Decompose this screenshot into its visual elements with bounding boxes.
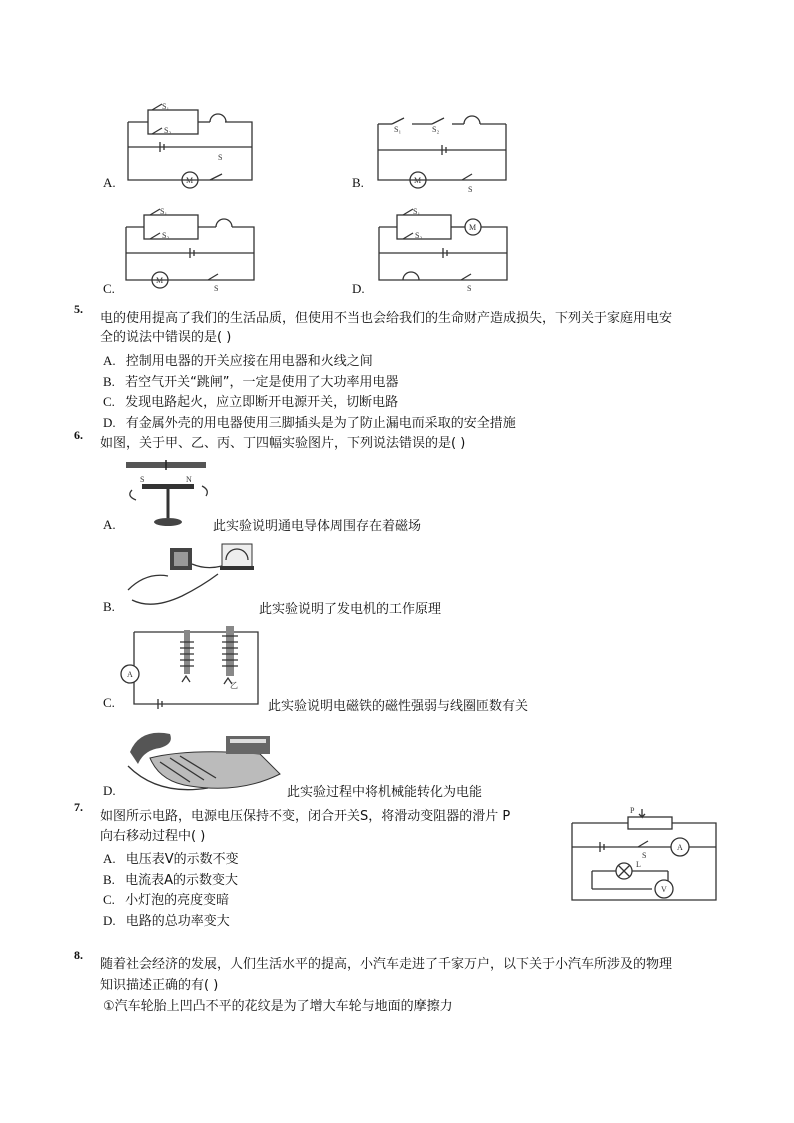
q5-option-b-label: B. (103, 374, 115, 389)
svg-text:S: S (467, 284, 472, 293)
svg-text:M: M (414, 176, 422, 185)
q7-number: 7. (74, 800, 83, 814)
svg-text:S: S (218, 153, 223, 162)
q5-stem-line2: 全的说法中错误的是( ) (100, 330, 232, 345)
q7-option-b[interactable] (103, 869, 238, 888)
q6-option-a-text: 此实验说明通电导体周围存在着磁场 (213, 519, 422, 534)
svg-text:S₂: S₂ (162, 231, 170, 240)
svg-text:A: A (127, 670, 133, 679)
q7-option-c-label: C. (103, 892, 115, 907)
q4-option-c-label: C. (103, 281, 115, 296)
q4-circuit-c-diagram (120, 205, 260, 293)
q7-option-b-text: 电流表A的示数变大 (125, 873, 238, 888)
q5-option-b-text: 若空气开关“跳闸”，一定是使用了大功率用电器 (125, 375, 399, 390)
q8-stem-line1: 随着社会经济的发展，人们生活水平的提高，小汽车走进了千家万户，以下关于小汽车所涉及的物理 (100, 957, 673, 972)
svg-text:S₁: S₁ (394, 125, 402, 134)
q6-option-c-text: 此实验说明电磁铁的磁性强弱与线圈匝数有关 (268, 699, 529, 714)
q5-option-c-label: C. (103, 394, 115, 409)
q4-option-d-label: D. (352, 281, 365, 296)
q5-option-d-text: 有金属外壳的用电器使用三脚插头是为了防止漏电而采取的安全措施 (125, 416, 516, 431)
svg-text:S₁: S₁ (413, 207, 421, 216)
q7-option-c[interactable] (103, 889, 229, 908)
q7-circuit-diagram (568, 805, 720, 905)
q7-option-d-label: D. (103, 913, 116, 928)
svg-text:S₂: S₂ (415, 231, 423, 240)
q5-option-a[interactable] (103, 350, 373, 369)
q5-number: 5. (74, 302, 83, 316)
q5-option-a-label: A. (103, 353, 116, 368)
q5-option-b[interactable] (103, 371, 399, 390)
svg-text:S₂: S₂ (164, 126, 172, 135)
svg-text:S: S (642, 851, 647, 860)
q4-circuit-b-diagram (372, 108, 512, 194)
q6-stem: 如图，关于甲、乙、丙、丁四幅实验图片，下列说法错误的是( ) (100, 436, 466, 451)
q7-option-a-text: 电压表V的示数不变 (125, 852, 239, 867)
q6-option-b-label: B. (103, 599, 115, 614)
q4-option-a-label: A. (103, 175, 116, 190)
svg-text:S₂: S₂ (432, 125, 440, 134)
svg-text:S: S (214, 284, 219, 293)
q5-option-d-label: D. (103, 415, 116, 430)
q7-stem-line1: 如图所示电路，电源电压保持不变，闭合开关S，将滑动变阻器的滑片 P (100, 809, 511, 824)
q6-number: 6. (74, 428, 83, 442)
q7-option-d[interactable] (103, 910, 230, 929)
svg-text:N: N (186, 475, 192, 484)
svg-text:M: M (469, 223, 477, 232)
q5-option-c-text: 发现电路起火，应立即断开电源开关，切断电路 (125, 395, 399, 410)
svg-text:乙: 乙 (230, 681, 238, 690)
svg-text:S₁: S₁ (160, 207, 168, 216)
q6-experiment-b-image (122, 540, 257, 610)
q6-option-b-text: 此实验说明了发电机的工作原理 (259, 602, 442, 617)
q7-option-c-text: 小灯泡的亮度变暗 (125, 893, 230, 908)
q4-circuit-d-diagram (373, 205, 513, 293)
q6-experiment-a-image (122, 460, 212, 528)
svg-text:S₁: S₁ (162, 102, 170, 111)
q6-option-d-label: D. (103, 783, 116, 798)
q5-stem-line1: 电的使用提高了我们的生活品质，但使用不当也会给我们的生命财产造成损失，下列关于家庭用电安 (100, 311, 673, 326)
svg-text:S: S (468, 185, 473, 194)
q5-option-c[interactable] (103, 391, 398, 410)
q4-circuit-a-diagram (120, 100, 260, 190)
svg-text:V: V (661, 885, 667, 894)
q7-option-b-label: B. (103, 872, 115, 887)
q8-item-1: ①汽车轮胎上凹凸不平的花纹是为了增大车轮与地面的摩擦力 (103, 999, 453, 1014)
svg-text:P: P (630, 806, 635, 815)
svg-text:M: M (186, 176, 194, 185)
q8-stem-line2: 知识描述正确的有( ) (100, 978, 219, 993)
q8-number: 8. (74, 948, 83, 962)
q7-stem-line2: 向右移动过程中( ) (100, 829, 206, 844)
q6-option-a-label: A. (103, 517, 116, 532)
q5-option-d[interactable] (103, 412, 516, 431)
q7-option-d-text: 电路的总功率变大 (125, 914, 230, 929)
q4-option-b-label: B. (352, 175, 364, 190)
svg-text:S: S (140, 475, 145, 484)
q5-option-a-text: 控制用电器的开关应接在用电器和火线之间 (125, 354, 373, 369)
q7-option-a-label: A. (103, 851, 116, 866)
q7-option-a[interactable] (103, 848, 239, 867)
svg-text:A: A (677, 843, 683, 852)
q6-experiment-c-image (118, 622, 263, 707)
q6-experiment-d-image (120, 722, 285, 797)
svg-text:L: L (636, 860, 641, 869)
q6-option-c-label: C. (103, 695, 115, 710)
svg-text:M: M (156, 276, 164, 285)
q6-option-d-text: 此实验过程中将机械能转化为电能 (287, 785, 483, 800)
